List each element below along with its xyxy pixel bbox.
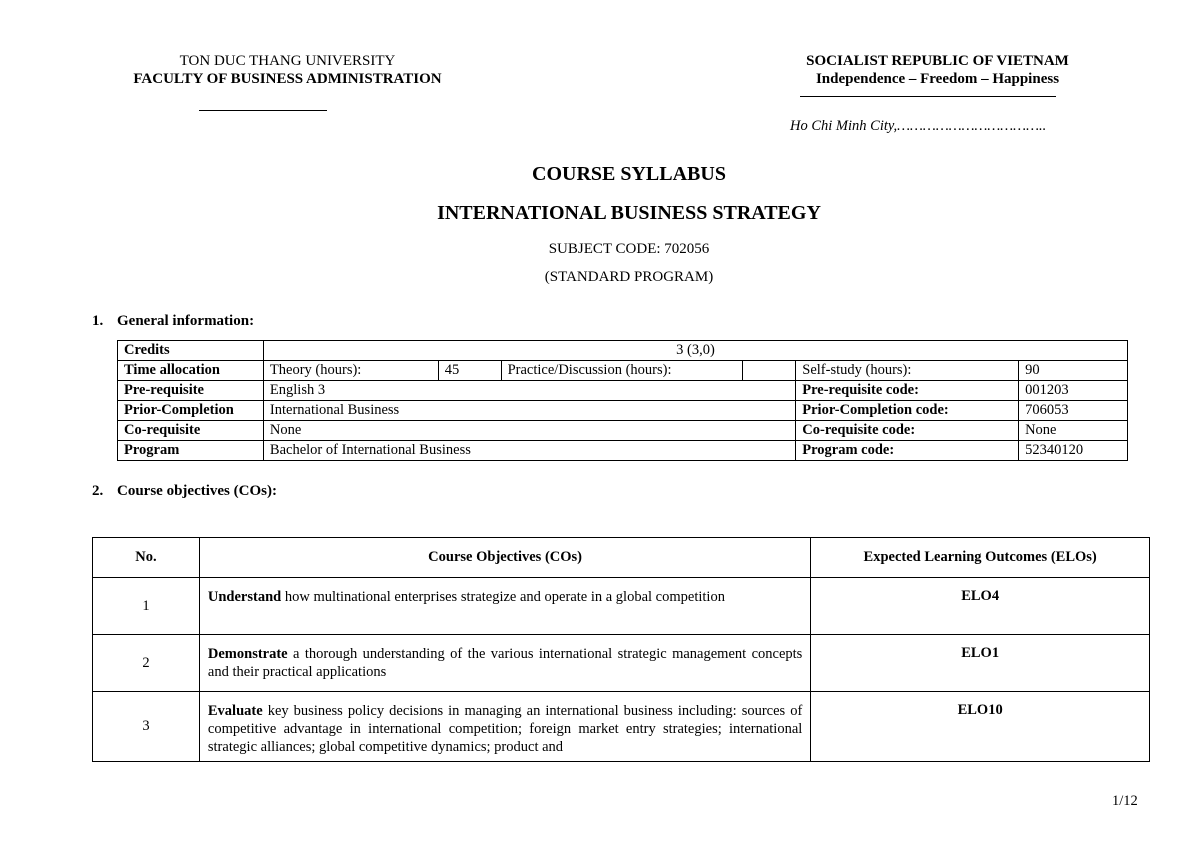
program-value: Bachelor of International Business: [263, 441, 795, 461]
objective-verb: Understand: [207, 589, 282, 605]
time-allocation-label: Time allocation: [118, 361, 264, 381]
objective-description: a thorough understanding of the various international strategic management concepts and their practical applications: [207, 646, 803, 680]
university-header: [100, 52, 475, 88]
self-study-value: 90: [1019, 361, 1128, 381]
objective-description: key business policy decisions in managing an international business including: sources of competitive advantage in international competition; foreign market entry strategies; international strategic alliances; global competitive dynamics; product and: [207, 703, 803, 755]
section-number: 2.: [92, 483, 104, 499]
table-row: [118, 341, 1128, 361]
row-number: 2: [93, 635, 200, 692]
theory-value: 45: [438, 361, 501, 381]
course-objectives-table: [92, 537, 1150, 762]
prerequisite-value: English 3: [263, 381, 795, 401]
row-number: 1: [93, 578, 200, 635]
theory-label: Theory (hours):: [263, 361, 438, 381]
university-name: TON DUC THANG UNIVERSITY: [179, 53, 396, 69]
table-row: [93, 692, 1150, 762]
corequisite-code-value: None: [1019, 421, 1128, 441]
republic-name: SOCIALIST REPUBLIC OF VIETNAM: [806, 53, 1069, 69]
table-row: [93, 578, 1150, 635]
national-motto: Independence – Freedom – Happiness: [815, 71, 1060, 87]
course-name-title: INTERNATIONAL BUSINESS STRATEGY: [437, 202, 821, 224]
corequisite-label: Co-requisite: [118, 421, 264, 441]
objective-text: [199, 578, 810, 635]
objective-text: [199, 692, 810, 762]
practice-label: Practice/Discussion (hours):: [501, 361, 743, 381]
table-header-row: [93, 538, 1150, 578]
practice-value: [743, 361, 796, 381]
prior-completion-code-value: 706053: [1019, 401, 1128, 421]
subject-code: SUBJECT CODE: 702056: [548, 241, 710, 257]
column-header-elo: Expected Learning Outcomes (ELOs): [811, 538, 1150, 578]
header-divider-left: [199, 110, 327, 111]
credits-label: Credits: [118, 341, 264, 361]
faculty-name: FACULTY OF BUSINESS ADMINISTRATION: [133, 71, 442, 87]
section-title: General information:: [117, 313, 255, 329]
table-row: [118, 381, 1128, 401]
section-title: Course objectives (COs):: [117, 483, 277, 499]
objective-verb: Demonstrate: [207, 646, 288, 662]
self-study-label: Self-study (hours):: [796, 361, 1019, 381]
page-number: 1/12: [1112, 793, 1138, 809]
table-row: [118, 441, 1128, 461]
table-row: [93, 635, 1150, 692]
elo-value: ELO10: [811, 692, 1150, 762]
prerequisite-label: Pre-requisite: [118, 381, 264, 401]
row-number: 3: [93, 692, 200, 762]
objective-text: [199, 635, 810, 692]
objective-verb: Evaluate: [207, 703, 263, 719]
column-header-no: No.: [93, 538, 200, 578]
corequisite-code-label: Co-requisite code:: [796, 421, 1019, 441]
general-info-table: [117, 340, 1128, 461]
credits-value: 3 (3,0): [263, 341, 1127, 361]
corequisite-value: None: [263, 421, 795, 441]
prerequisite-code-value: 001203: [1019, 381, 1128, 401]
section-objectives-heading: [92, 483, 277, 500]
republic-header: [760, 52, 1115, 88]
objective-description: how multinational enterprises strategize and operate in a global competition: [281, 589, 725, 605]
document-type-title: COURSE SYLLABUS: [532, 163, 726, 185]
prior-completion-label: Prior-Completion: [118, 401, 264, 421]
elo-value: ELO1: [811, 635, 1150, 692]
program-label: Program: [118, 441, 264, 461]
section-general-heading: [92, 313, 254, 330]
section-number: 1.: [92, 313, 104, 329]
table-row: [118, 401, 1128, 421]
elo-value: ELO4: [811, 578, 1150, 635]
header-divider-right: [800, 96, 1056, 97]
place-date: Ho Chi Minh City,……………………………..: [790, 118, 1047, 134]
table-row: [118, 361, 1128, 381]
program-code-label: Program code:: [796, 441, 1019, 461]
column-header-objective: Course Objectives (COs): [199, 538, 810, 578]
prior-completion-value: International Business: [263, 401, 795, 421]
table-row: [118, 421, 1128, 441]
program-type: (STANDARD PROGRAM): [544, 269, 714, 285]
prior-completion-code-label: Prior-Completion code:: [796, 401, 1019, 421]
prerequisite-code-label: Pre-requisite code:: [796, 381, 1019, 401]
program-code-value: 52340120: [1019, 441, 1128, 461]
